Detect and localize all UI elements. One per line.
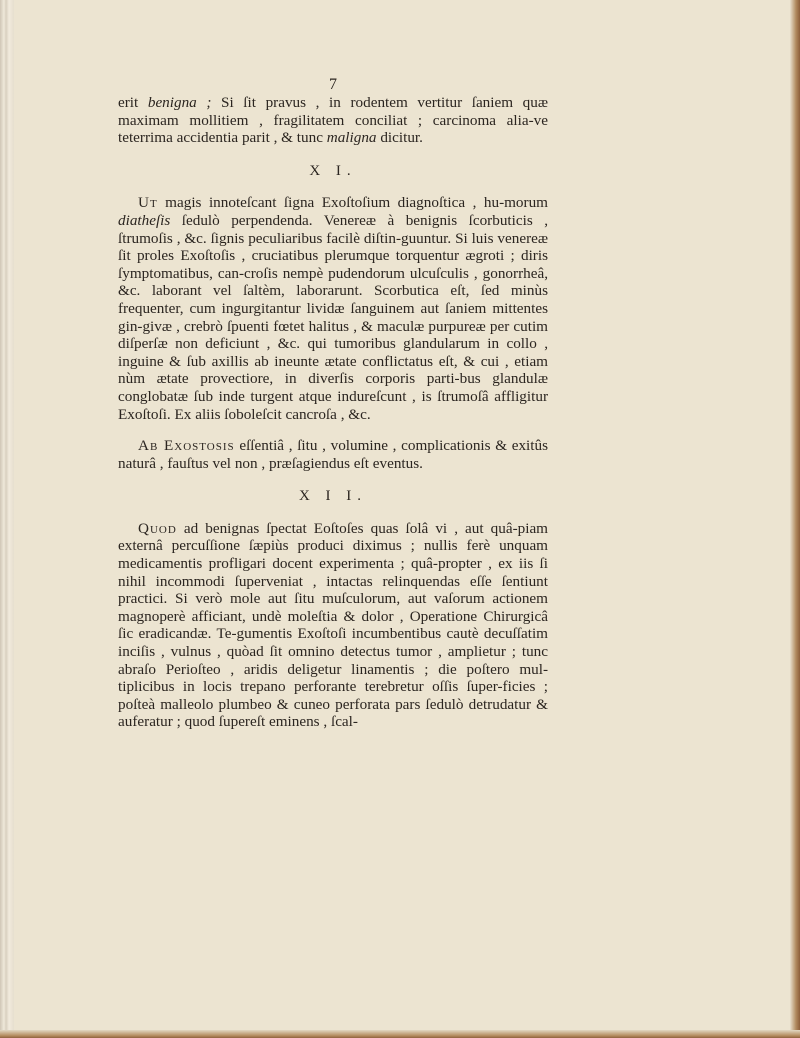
section-heading-xii: X I I. (298, 488, 368, 505)
intro-italic-benigna: benigna ; (147, 94, 212, 111)
paragraph-gap (118, 423, 548, 437)
section-xi-paragraph-2 (118, 437, 548, 472)
section-xi-italic-diathesis: diatheſis (118, 211, 171, 229)
section-xi-p2-text-b: eſſentiâ , ſitu , volumine , complicationis & exitûs naturâ , fauſtus vel non , præſagiendus eſt eventus. (118, 437, 549, 472)
intro-text-a: erit (118, 94, 148, 111)
page-binding-edge (0, 0, 14, 1038)
page-text-block (118, 78, 548, 731)
section-xi-p2-text-a: Ab (138, 437, 164, 455)
section-xii-initial: Quod (138, 519, 177, 537)
section-xi-paragraph-1 (118, 194, 548, 423)
section-xi-p1-text-a: magis innoteſcant ſigna Exoſtoſium diagnoſtica , hu-morum (157, 194, 548, 212)
intro-text-c: dicitur. (376, 129, 423, 147)
section-xii-p1-text: ad benignas ſpectat Eoſtoſes quas ſolâ vi , aut quâ-piam externâ percuſſione ſæpiùs produci diximus ; nullis ferè unquam medicamentis profligari docent experimenta ; quâ-propter , ex iis ſi nihil incommodi ſuperveniat , intactas relinquendas eſſe ſentiunt practici. Si verò mole aut ſitu muſculorum, aut vaſorum actionem magnoperè afficiant, undè moleſtia & dolor , Operatione Chirurgicâ ſic eradicandæ. Te-gumentis Exoſtoſi incumbentibus cautè decuſſatim inciſis , vulnus , quòad ſit omnino detectus tumor , amplietur ; tunc abraſo Perioſteo , aridis deligetur linamentis ; die poſtero mul-tiplicibus in locis trepano perforante terebretur oſſis ſuper-ficies ; poſteà malleolo plumbeo & cuneo perforata pars ſedulò detrudatur & auferatur ; quod ſupereſt eminens , ſcal- (118, 519, 548, 731)
section-xi-initial: Ut (138, 194, 158, 212)
section-xi-exostosis-smallcaps: Exostosis (164, 437, 235, 455)
page-number: 7 (329, 76, 337, 93)
intro-text-b: Si ſit pravus , in rodentem vertitur ſaniem quæ maximam mollitiem , fragilitatem conciliat ; carcinoma alia-ve teterrima accidentia parit , & tunc (118, 94, 548, 147)
page-right-edge (790, 0, 800, 1038)
page-bottom-edge (0, 1030, 800, 1038)
intro-paragraph (118, 94, 548, 147)
section-xii-paragraph-1 (118, 520, 548, 731)
intro-italic-maligna: maligna (326, 129, 377, 147)
section-xi-p1-text-b: ſedulò perpendenda. Venereæ à benignis ſcorbuticis , ſtrumoſis , &c. ſignis peculiaribus facilè diſtin-guuntur. Si luis venereæ ſit proles Exoſtoſis , cruciatibus plerumque torquentur ægroti ; diris ſymptomatibus, can-croſis nempè pudendorum ulcuſculis , gonorrheâ, &c. laborant vel ſaltèm, laborarunt. Scorbutica eſt, ſed minùs frequenter, cum ingurgitantur lividæ ſanguinem aut ſaniem mittentes gin-givæ , crebrò ſpuenti fœtet halitus , & maculæ purpureæ per cutim diſperſæ non deficiunt , &c. qui tumoribus glandularum in collo , inguine & ſub axillis ab ineunte ætate conflictatus eſt, & cui , etiam nùm ætate provectiore, in diverſis corporis parti-bus glandulæ conglobatæ ſub inde turgent atque indureſcunt , is ſtrumoſâ affligitur Exoſtoſi. Ex aliis ſoboleſcit cancroſa , &c. (118, 211, 548, 423)
section-heading-xi: X I. (309, 162, 357, 179)
